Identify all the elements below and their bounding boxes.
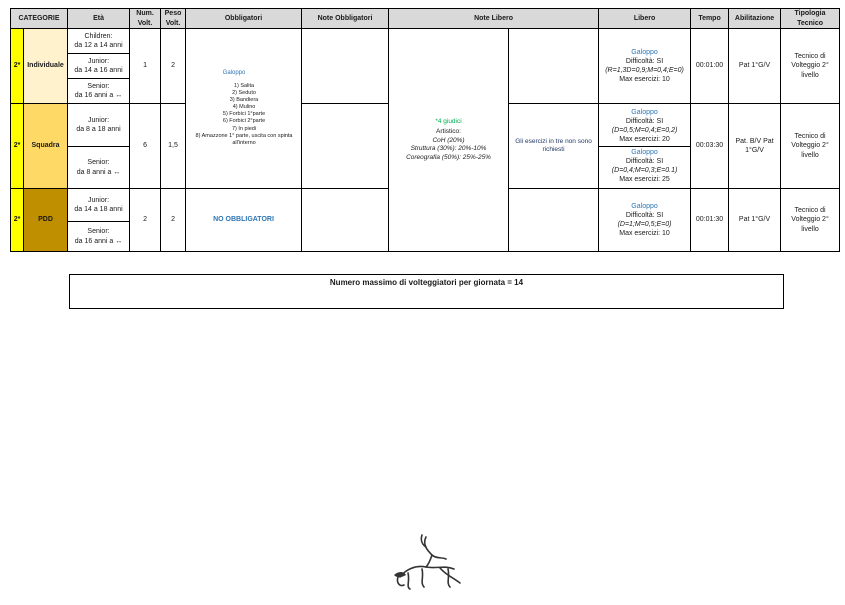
divider: [599, 146, 690, 147]
header-eta: Età: [68, 9, 130, 29]
age-cell: Junior: da 14 a 16 anni: [68, 54, 130, 79]
age-cell: Senior: da 8 anni a ↔: [68, 147, 130, 189]
peso-volt-cell: 2: [161, 189, 186, 252]
header-num-volt: Num. Volt.: [130, 9, 161, 29]
age-cell: Junior: da 8 a 18 anni: [68, 104, 130, 147]
table-header-row: [11, 9, 840, 29]
libero-cell: Galoppo Difficoltà: SI (D=1;M=0,5;E=0) Max esercizi: 10: [599, 189, 691, 252]
num-volt-cell: 6: [130, 104, 161, 189]
libero-cell: Galoppo Difficoltà: SI (R=1,3D=0,9;M=0,4;E=0) Max esercizi: 10: [599, 29, 691, 104]
age-cell: Junior: da 14 a 18 anni: [68, 189, 130, 222]
age-cell: Senior: da 16 anni a ↔: [68, 79, 130, 104]
header-note-libero: Note Libero: [389, 9, 599, 29]
header-abilitazione: Abilitazione: [729, 9, 781, 29]
list-item: 5) Forbici 1°parte: [222, 111, 266, 118]
tempo-cell: 00:01:30: [691, 189, 729, 252]
note-libero-cell: [509, 29, 599, 104]
horse-vaulter-logo-icon: [392, 533, 466, 591]
header-tipologia-tecnico: Tipologia Tecnico: [781, 9, 840, 29]
age-cell: Children: da 12 a 14 anni: [68, 29, 130, 54]
tempo-cell: 00:03:30: [691, 104, 729, 189]
tempo-cell: 00:01:00: [691, 29, 729, 104]
list-item: 3) Bandiera: [229, 97, 259, 104]
tecnico-cell: Tecnico di Volteggio 2° livello: [781, 104, 840, 189]
table-row: [11, 29, 840, 54]
list-item: 6) Forbici 2°parte: [222, 118, 266, 125]
tecnico-cell: Tecnico di Volteggio 2° livello: [781, 189, 840, 252]
peso-volt-cell: 1,5: [161, 104, 186, 189]
obbligatori-title: Galoppo: [222, 69, 246, 76]
header-obbligatori: Obbligatori: [186, 9, 302, 29]
peso-volt-cell: 2: [161, 29, 186, 104]
list-item: 4) Mulino: [232, 104, 256, 111]
obbligatori-list: [186, 29, 302, 189]
tecnico-cell: Tecnico di Volteggio 2° livello: [781, 29, 840, 104]
list-item: 2) Seduto: [232, 89, 256, 96]
level-badge: 2*: [11, 29, 24, 104]
note-libero-cell: [509, 189, 599, 252]
level-badge: 2*: [11, 189, 24, 252]
header-peso-volt: Peso Volt.: [161, 9, 186, 29]
category-squadra: Squadra: [24, 104, 68, 189]
abilitazione-cell: Pat 1°G/V: [729, 29, 781, 104]
level-badge: 2*: [11, 104, 24, 189]
max-volteggiatori-note: Numero massimo di volteggiatori per giornata = 14: [69, 274, 784, 309]
header-categorie: CATEGORIE: [11, 9, 68, 29]
note-obbligatori-cell: [302, 189, 389, 252]
note-obbligatori-cell: [302, 104, 389, 189]
category-individuale: Individuale: [24, 29, 68, 104]
list-item: 8) Amazzone 1° parte, uscita con spinta all'interno: [195, 132, 293, 146]
no-obbligatori: NO OBBLIGATORI: [186, 189, 302, 252]
num-volt-cell: 2: [130, 189, 161, 252]
age-cell: Senior: da 16 anni a ↔: [68, 222, 130, 252]
category-pdd: PDD: [24, 189, 68, 252]
header-note-obbligatori: Note Obbligatori: [302, 9, 389, 29]
categories-table: [10, 8, 840, 252]
note-obbligatori-cell: [302, 29, 389, 104]
libero-cell: Galoppo Difficoltà: SI (D=0,5;M=0,4;E=0,2) Max esercizi: 20 Galoppo Difficoltà: SI (D=0,4;M=0,3;E=0.1) Max esercizi: 25: [599, 104, 691, 189]
header-tempo: Tempo: [691, 9, 729, 29]
note-libero-artistico: *4 giudici Artistico: CoH (20%) Struttura (30%): 20%-10% Coreografia (50%): 25%-25%: [389, 29, 509, 252]
abilitazione-cell: Pat 1°G/V: [729, 189, 781, 252]
list-item: 7) In piedi: [231, 125, 257, 132]
header-libero: Libero: [599, 9, 691, 29]
abilitazione-cell: Pat. B/V Pat 1°G/V: [729, 104, 781, 189]
list-item: 1) Salita: [233, 82, 255, 89]
num-volt-cell: 1: [130, 29, 161, 104]
giudici-note: *4 giudici: [435, 117, 462, 125]
esercizi-note: Gli esercizi in tre non sono richiesti: [509, 104, 599, 189]
